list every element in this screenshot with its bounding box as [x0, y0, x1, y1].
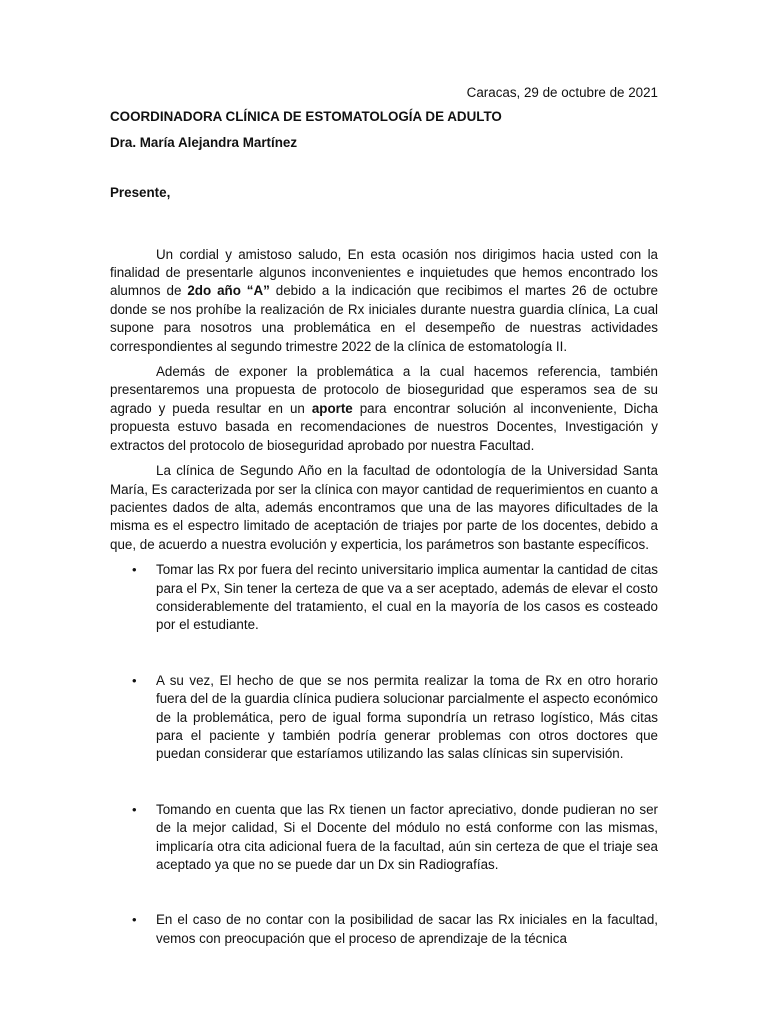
paragraph-1-text-a: Un cordial y amistoso saludo, En esta ocasión nos dirigimos hacia usted con la finalidad de presentarle algunos inconvenientes e inquietudes que hemos encontrado los alumnos de [110, 246, 658, 299]
bullet-dot: • [132, 672, 137, 688]
list-item [110, 911, 658, 948]
bullet-dot: • [132, 562, 137, 578]
bullet-list [110, 561, 658, 948]
list-item-text: En el caso de no contar con la posibilidad de sacar las Rx iniciales en la facultad, vemos con preocupación que el proceso de aprendizaje de la técnica [156, 912, 658, 946]
paragraph-2 [110, 363, 658, 455]
recipient-title: COORDINADORA CLÍNICA DE ESTOMATOLOGÍA DE ADULTO [110, 109, 502, 125]
bullet-dot: • [132, 912, 137, 928]
list-item-text: A su vez, El hecho de que se nos permita realizar la toma de Rx en otro horario fuera del de la guardia clínica pudiera solucionar parcialmente el aspecto económico de la problemática, pero de igual forma supondría un retraso logístico, Más citas para el paciente y también podría generar problemas con otros doctores que puedan considerar que estaríamos utilizando las salas clínicas sin supervisión. [156, 672, 658, 762]
paragraph-2-text-a: Además de exponer la problemática a la cual hacemos referencia, también presentaremos una propuesta de protocolo de bioseguridad que esperamos sea de su agrado y pueda resultar en un [110, 364, 658, 416]
bullet-dot: • [132, 801, 137, 817]
recipient-name: Dra. María Alejandra Martínez [110, 134, 298, 150]
list-item-text: Tomar las Rx por fuera del recinto universitario implica aumentar la cantidad de citas para el Px, Sin tener la certeza de que va a ser aceptado, además de elevar el costo considerablemente del tratamiento, el cual en la mayoría de los casos es costeado por el estudiante. [156, 562, 658, 633]
paragraph-1-bold: 2do año “A” [187, 283, 270, 299]
list-item [110, 672, 658, 764]
list-item [110, 561, 658, 635]
paragraph-3: La clínica de Segundo Año en la facultad de odontología de la Universidad Santa María, Es caracterizada por ser la clínica con mayor cantidad de requerimientos en cuanto a pacientes dados de alta, además encontramos que una de las mayores dificultades de la misma es el espectro limitado de aceptación de triajes por parte de los docentes, debido a que, de acuerdo a nuestra evolución y experticia, los parámetros son bastante específicos. [110, 463, 658, 552]
letter-date: Caracas, 29 de octubre de 2021 [466, 85, 658, 100]
list-item-text: Tomando en cuenta que las Rx tienen un factor apreciativo, donde pudieran no ser de la mejor calidad, Si el Docente del módulo no está conforme con las mismas, implicaría otra cita adicional fuera de la facultad, aún sin certeza de que el triaje sea aceptado ya que no se puede dar un Dx sin Radiografías. [156, 801, 658, 872]
paragraph-1 [110, 246, 658, 356]
greeting: Presente, [110, 185, 171, 201]
paragraph-2-text-b: para encontrar solución al inconveniente, Dicha propuesta estuvo basada en recomendaciones de nuestros Docentes, Investigación y extractos del protocolo de bioseguridad aprobado por nuestra Facultad. [110, 400, 659, 453]
list-item [110, 801, 658, 875]
paragraph-1-text-b: debido a la indicación que recibimos el martes 26 de octubre donde se nos prohíbe la realización de Rx iniciales durante nuestra guardia clínica, La cual supone para nosotros una problemática en el desempeño de nuestras actividades correspondientes al segundo trimestre 2022 de la clínica de estomatología II. [110, 283, 658, 354]
paragraph-2-bold: aporte [311, 400, 353, 416]
letter-page [110, 84, 658, 948]
